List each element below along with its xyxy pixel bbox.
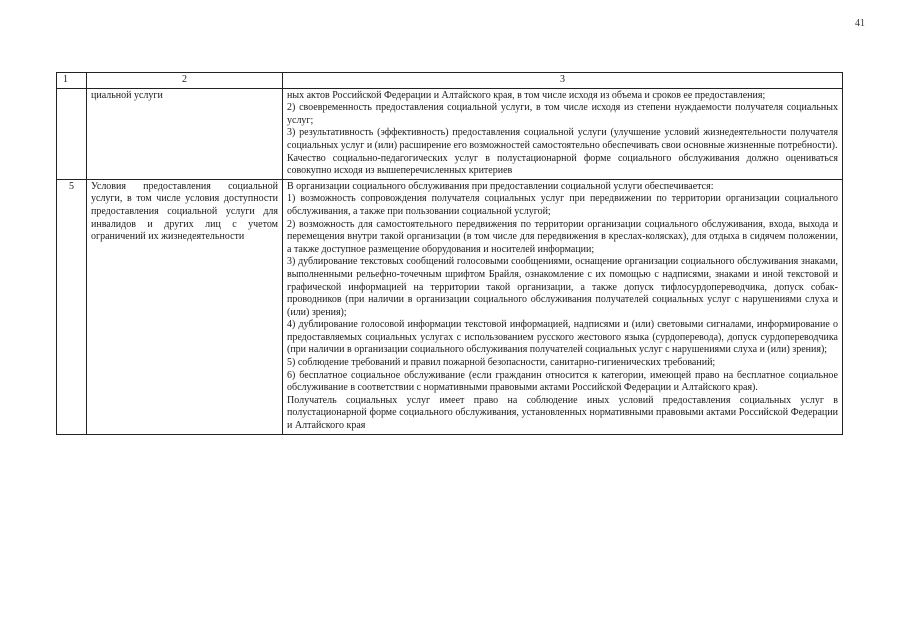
paragraph: 4) дублирование голосовой информации текстовой информацией, надписями и (или) световыми сигналами, информирование о предоставляемых социальных услугах с использованием русского жестового языка (сурдоперевода), допуск сурдопереводчика (при наличии в организации социального обслуживания получателей социальных услуг с нарушениями слуха и (или) зрения); bbox=[287, 319, 838, 356]
services-table bbox=[56, 72, 843, 435]
header-col-1: 1 bbox=[57, 73, 87, 89]
row-continued-num bbox=[57, 88, 87, 179]
paragraph: 1) возможность сопровождения получателя социальных услуг при передвижении по территории организации социального обслуживания, а также при пользовании социальной услугой; bbox=[287, 193, 838, 217]
paragraph: 3) дублирование текстовых сообщений голосовыми сообщениями, оснащение организации социального обслуживания знаками, выполненными рельефно-точечным шрифтом Брайля, ознакомление с их помощью с надписями, знаками и иной текстовой и графической информацией на территории такой организации, а также допуск тифлосурдопереводчика, допуск собак-проводников (при наличии в организации социального обслуживания получателей социальных услуг с нарушениями слуха и (или) зрения); bbox=[287, 256, 838, 318]
row-5-criterion: Условия предоставления социальной услуги, в том числе условия доступности предоставления социальной услуги для инвалидов и других лиц с учетом ограничений их жизнедеятельности bbox=[87, 179, 283, 434]
table-row-5 bbox=[57, 179, 843, 434]
row-continued-criterion: циальной услуги bbox=[87, 88, 283, 179]
row-5-content bbox=[283, 179, 843, 434]
table-row-continued bbox=[57, 88, 843, 179]
paragraph: ных актов Российской Федерации и Алтайского края, в том числе исходя из объема и сроков ее предоставления; bbox=[287, 89, 766, 101]
row-continued-content bbox=[283, 88, 843, 179]
paragraph: 5) соблюдение требований и правил пожарной безопасности, санитарно-гигиенических требований; bbox=[287, 357, 716, 369]
header-col-3: 3 bbox=[283, 73, 843, 89]
paragraph: 2) своевременность предоставления социальной услуги, в том числе исходя из степени нуждаемости получателя социальных услуг; bbox=[287, 102, 838, 126]
page-number: 41 bbox=[855, 18, 865, 29]
paragraph: 3) результативность (эффективность) предоставления социальной услуги (улучшение условий жизнедеятельности получателя социальных услуг и (или) расширение его возможностей самостоятельно обеспечивать свои основные жизненные потребности). bbox=[287, 127, 838, 151]
paragraph: 2) возможность для самостоятельного передвижения по территории организации социального обслуживания, входа, выхода и перемещения внутри такой организации (в том числе для передвижения в креслах-колясках), для отдыха в сидячем положении, а также доступное размещение оборудования и носителей информации; bbox=[287, 218, 838, 255]
table-header-row bbox=[57, 73, 843, 89]
paragraph: 6) бесплатное социальное обслуживание (если гражданин относится к категории, имеющей право на бесплатное социальное обслуживание в соответствии с нормативными правовыми актами Российской Федерации и Алтайского края). bbox=[287, 369, 838, 394]
row-5-num: 5 bbox=[57, 179, 87, 434]
paragraph: Качество социально-педагогических услуг в полустационарной форме социального обслуживания должно оцениваться совокупно исходя из вышеперечисленных критериев bbox=[287, 152, 838, 177]
header-col-2: 2 bbox=[87, 73, 283, 89]
paragraph: В организации социального обслуживания при предоставлении социальной услуги обеспечивается: bbox=[287, 180, 714, 192]
paragraph: Получатель социальных услуг имеет право на соблюдение иных условий предоставления социальных услуг в полустационарной форме социального обслуживания, установленных нормативными правовыми актами Российской Федерации и Алтайского края bbox=[287, 394, 838, 432]
